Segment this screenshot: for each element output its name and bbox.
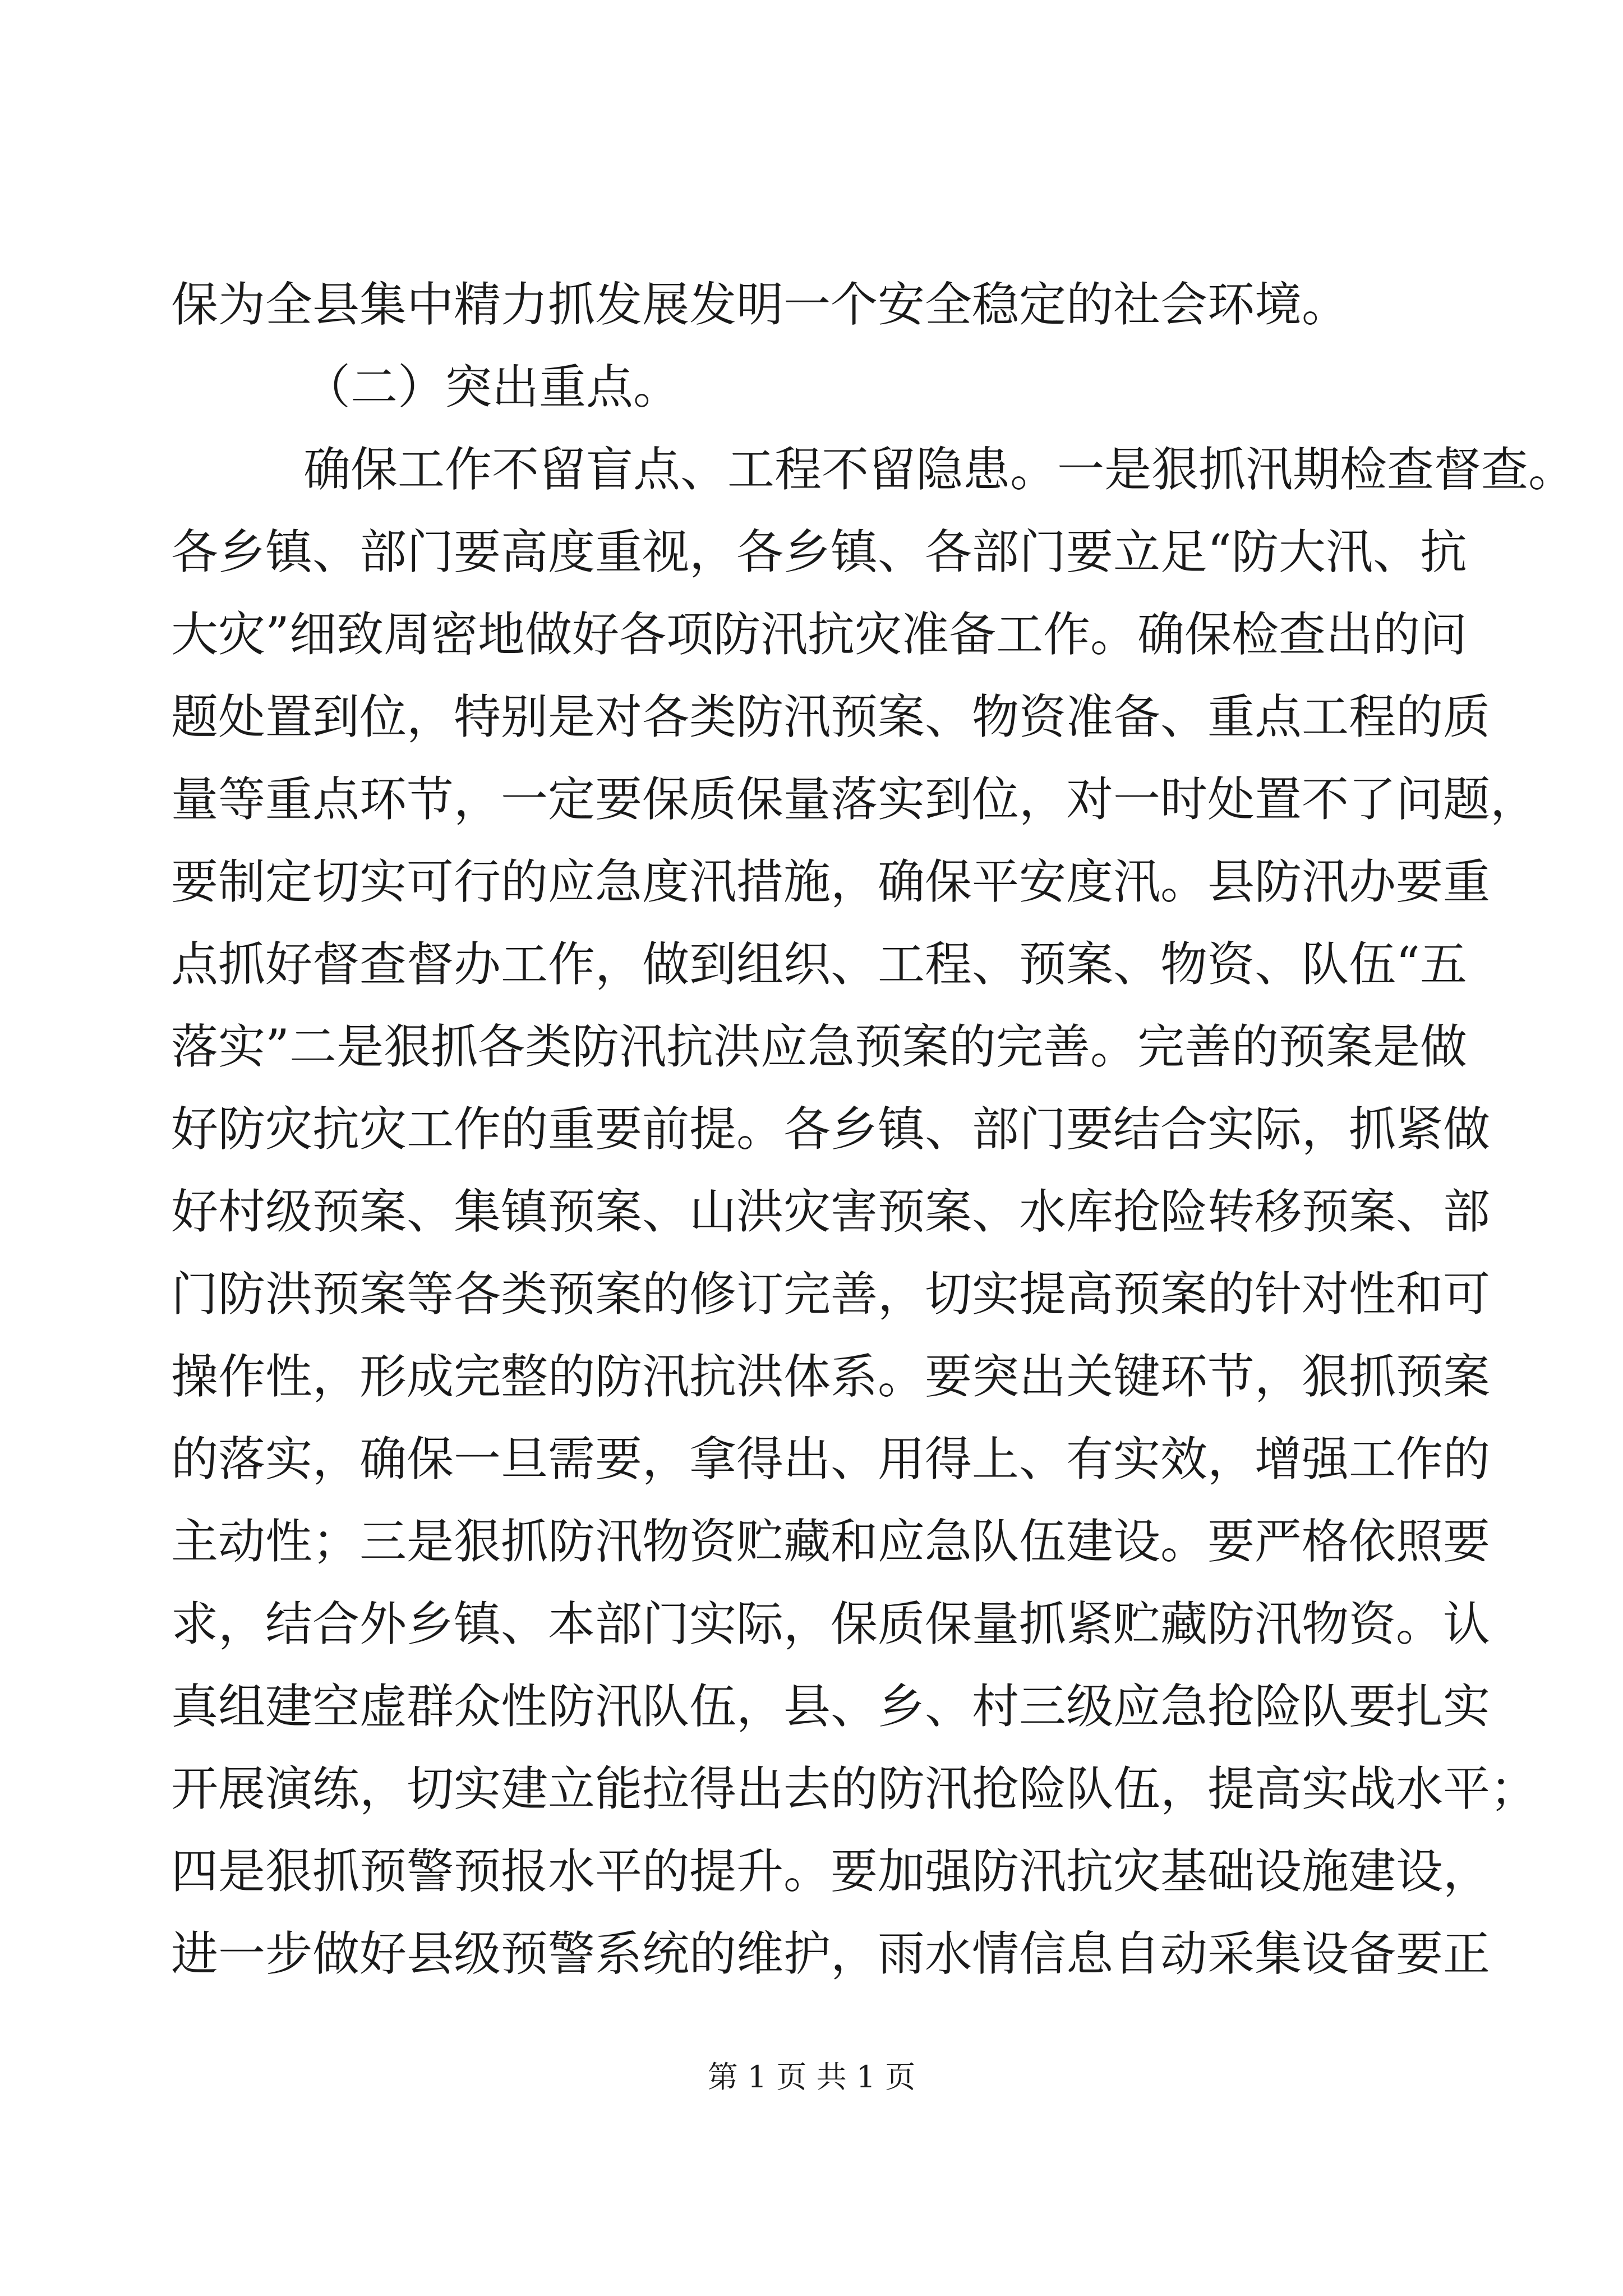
- section-heading: （二）突出重点。: [303, 360, 681, 415]
- text-line: 保为全县集中精力抓发展发明一个安全稳定的社会环境。: [171, 277, 1349, 332]
- text-line: 进一步做好县级预警系统的维护，雨水情信息自动采集设备要正: [171, 1926, 1491, 1981]
- text-line: 落实”二是狠抓各类防汛抗洪应急预案的完善。完善的预案是做: [171, 1019, 1467, 1074]
- text-line: 大灾”细致周密地做好各项防汛抗灾准备工作。确保检查出的问: [171, 607, 1467, 662]
- text-line: 好村级预案、集镇预案、山洪灾害预案、水库抢险转移预案、部: [171, 1184, 1491, 1239]
- text-line: 的落实，确保一旦需要，拿得出、用得上、有实效，增强工作的: [171, 1432, 1491, 1487]
- text-line: 量等重点环节，一定要保质保量落实到位，对一时处置不了问题，: [171, 772, 1538, 827]
- text-line: 主动性；三是狠抓防汛物资贮藏和应急队伍建设。要严格依照要: [171, 1514, 1491, 1569]
- text-line: 题处置到位，特别是对各类防汛预案、物资准备、重点工程的质: [171, 689, 1491, 744]
- text-line: 要制定切实可行的应急度汛措施，确保平安度汛。县防汛办要重: [171, 854, 1491, 909]
- text-line: 开展演练，切实建立能拉得出去的防汛抢险队伍，提高实战水平；: [171, 1761, 1538, 1816]
- body-text: [171, 264, 1576, 1995]
- text-line: 求，结合外乡镇、本部门实际，保质保量抓紧贮藏防汛物资。认: [171, 1596, 1491, 1651]
- text-line: 四是狠抓预警预报水平的提升。要加强防汛抗灾基础设施建设，: [171, 1844, 1491, 1899]
- text-line: 点抓好督查督办工作，做到组织、工程、预案、物资、队伍“五: [171, 937, 1467, 992]
- page-number: 第 1 页 共 1 页: [707, 2059, 916, 2095]
- text-line: 操作性，形成完整的防汛抗洪体系。要突出关键环节，狠抓预案: [171, 1349, 1491, 1404]
- text-line: 确保工作不留盲点、工程不留隐患。一是狠抓汛期检查督查。: [303, 442, 1576, 497]
- text-line: 门防洪预案等各类预案的修订完善，切实提高预案的针对性和可: [171, 1267, 1491, 1322]
- text-line: 好防灾抗灾工作的重要前提。各乡镇、部门要结合实际，抓紧做: [171, 1102, 1491, 1157]
- text-line: 各乡镇、部门要高度重视，各乡镇、各部门要立足“防大汛、抗: [171, 524, 1467, 579]
- page-footer: [0, 2058, 1623, 2097]
- text-line: 真组建空虚群众性防汛队伍，县、乡、村三级应急抢险队要扎实: [171, 1679, 1491, 1734]
